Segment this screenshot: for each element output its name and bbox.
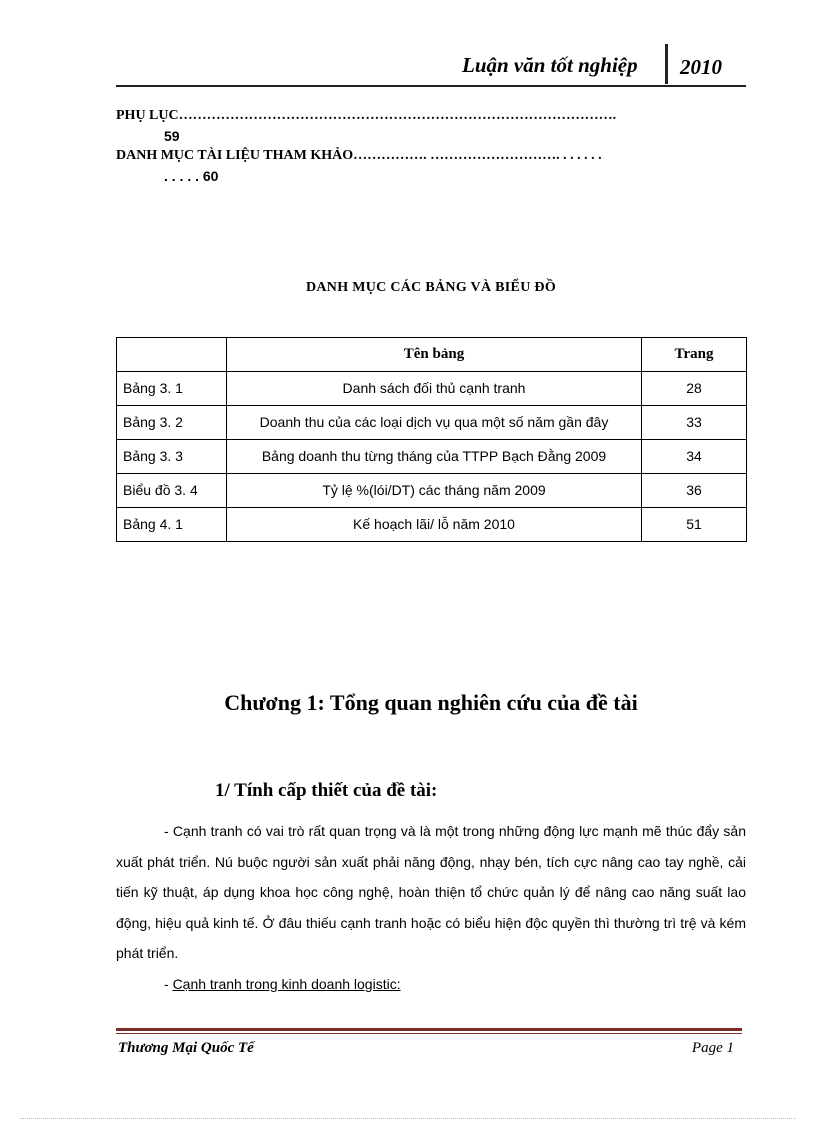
list-of-tables [116,337,747,542]
table-cell-page: 28 [642,372,747,406]
paragraph: - Cạnh tranh có vai trò rất quan trọng và là một trong những động lực mạnh mẽ thúc đẩy sản xuất phát triển. Nú buộc người sản xuất phải năng động, nhạy bén, tích cực nâng cao tay nghề, cải tiến kỹ thuật, áp dụng khoa học công nghệ, hoàn thiện tổ chức quản lý để nâng cao năng suất lao động, hiệu quả kinh tế. Ở đâu thiếu cạnh tranh hoặc có biểu hiện độc quyền thì thường trì trệ và kém phát triển. [116,823,746,961]
table-cell-page: 33 [642,406,747,440]
table-of-contents [116,106,748,186]
table-header-row [117,338,747,372]
table-cell-page: 34 [642,440,747,474]
header-divider [665,44,668,84]
table-cell-name: Kế hoạch lãi/ lỗ năm 2010 [227,508,642,542]
table-cell-id: Bảng 3. 3 [117,440,227,474]
table-header-page: Trang [642,338,747,372]
table-header-name: Tên bảng [227,338,642,372]
table-row [117,372,747,406]
footer-rule [116,1028,742,1031]
page-break-line [20,1118,796,1119]
paragraph-prefix: - [164,975,173,992]
toc-item-page: . . . . . 60 [164,168,219,184]
chapter-title: Chương 1: Tổng quan nghiên cứu của đề tài [224,690,638,715]
table-cell-name: Tỷ lệ %(lói/DT) các tháng năm 2009 [227,474,642,508]
table-cell-name: Bảng doanh thu từng tháng của TTPP Bạch Đằng 2009 [227,440,642,474]
table-cell-name: Danh sách đối thủ cạnh tranh [227,372,642,406]
body-text [116,816,746,999]
paragraph [116,969,746,1000]
toc-item-label: DANH MỤC TÀI LIỆU THAM KHẢO……………. ………………………. . . . . . . [116,148,602,163]
table-cell-page: 51 [642,508,747,542]
header-rule [116,85,746,87]
header-title: Luận văn tốt nghiệp [462,53,638,77]
table-row [117,406,747,440]
table-cell-name: Doanh thu của các loại dịch vụ qua một số năm gần đây [227,406,642,440]
table-row [117,440,747,474]
table-header-id [117,338,227,372]
table-row [117,474,747,508]
table-cell-page: 36 [642,474,747,508]
section-title: 1/ Tính cấp thiết của đề tài: [215,780,438,801]
table-cell-id: Bảng 3. 1 [117,372,227,406]
toc-item-label: PHỤ LỤC…………………………………………………………………………………. [116,108,617,123]
page-number: Page 1 [691,1040,734,1056]
table-cell-id: Bảng 3. 2 [117,406,227,440]
footer-rule-thin [116,1033,742,1034]
list-of-tables-title: DANH MỤC CÁC BẢNG VÀ BIỂU ĐỒ [305,280,557,295]
table-cell-id: Bảng 4. 1 [117,508,227,542]
header-year: 2010 [680,55,722,79]
footer-left-text: Thương Mại Quốc Tế [118,1040,254,1056]
table-cell-id: Biểu đồ 3. 4 [117,474,227,508]
subheading-link: Cạnh tranh trong kinh doanh logistic: [172,975,401,992]
page-header [0,44,816,94]
toc-item-page: 59 [164,128,180,144]
table-row [117,508,747,542]
